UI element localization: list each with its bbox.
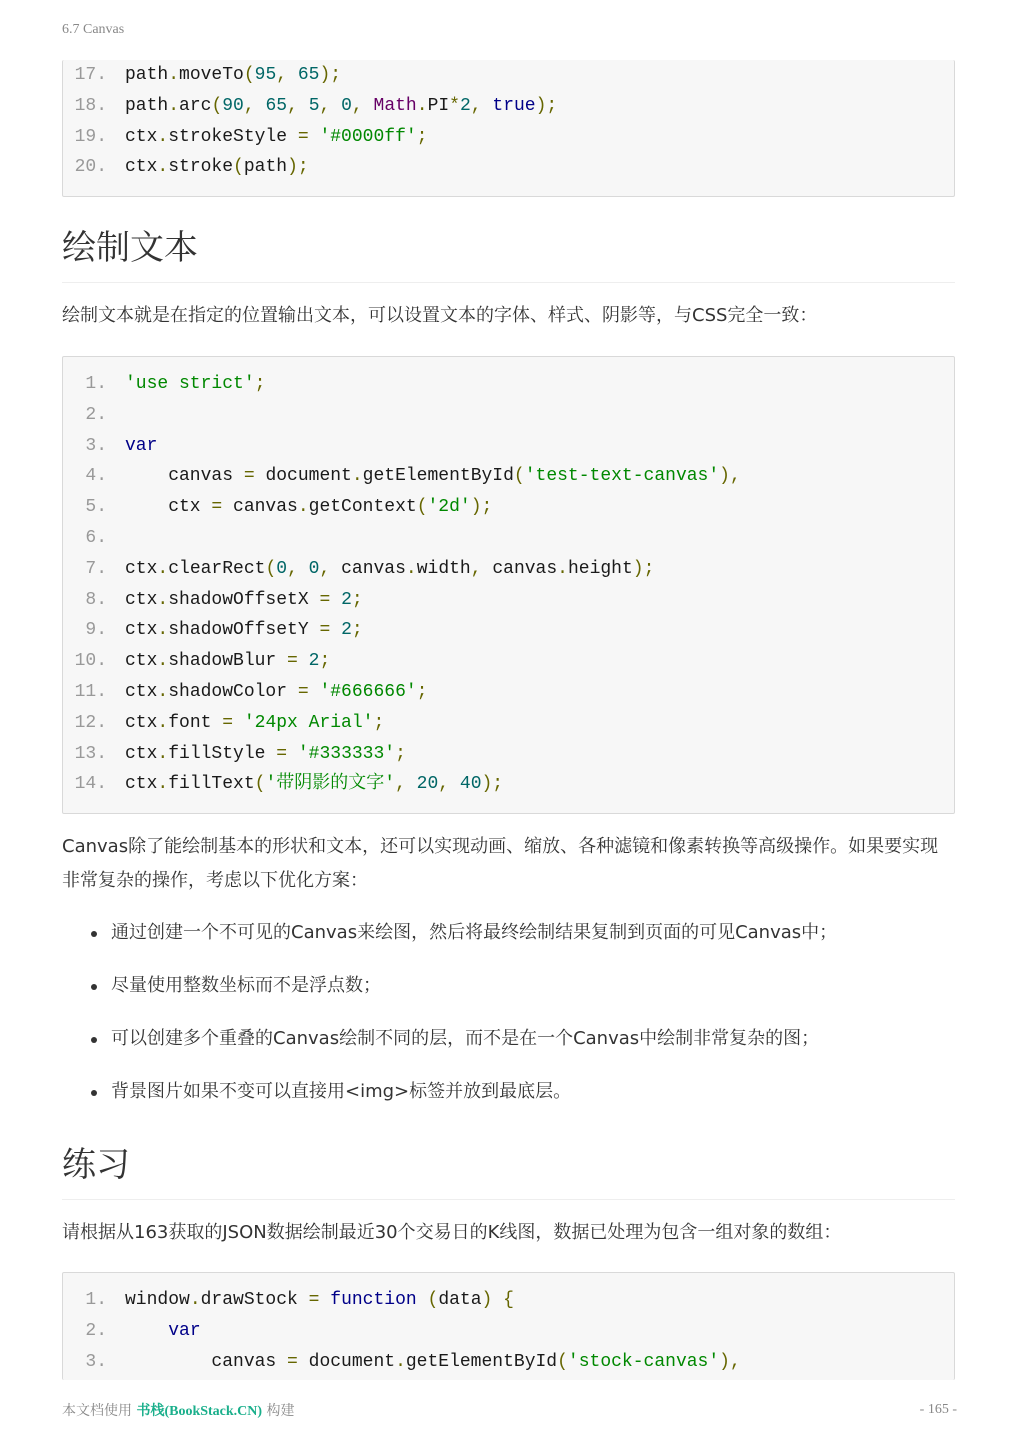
list-item xyxy=(62,916,955,969)
footer-suffix: 构建 xyxy=(262,1403,295,1419)
code-line xyxy=(63,708,954,739)
code-token: document xyxy=(308,1351,396,1372)
code-token: ( xyxy=(211,95,223,116)
code-token: , xyxy=(438,774,460,795)
line-number: 12. xyxy=(74,712,107,733)
code-token: . xyxy=(168,95,180,116)
code-token: = xyxy=(297,126,320,147)
list-item xyxy=(62,969,955,1022)
code-token: . xyxy=(157,558,169,579)
code-token: canvas xyxy=(125,1351,288,1372)
code-token: 'use strict' xyxy=(125,374,255,394)
line-number: 1. xyxy=(85,374,107,394)
code-token: ( xyxy=(243,65,255,85)
code-line xyxy=(63,1285,954,1316)
code-token: ctx xyxy=(125,651,158,672)
code-token: var xyxy=(125,435,158,456)
code-token: document xyxy=(265,466,352,487)
code-token: canvas xyxy=(492,558,558,579)
advanced-paragraph: Canvas除了能绘制基本的形状和文本，还可以实现动画、缩放、各种滤镜和像素转换等高级操作。如果要实现非常复杂的操作，考虑以下优化方案： xyxy=(62,836,939,891)
code-token: 65 xyxy=(265,95,288,116)
code-token: , xyxy=(470,558,493,579)
code-token: ; xyxy=(351,620,363,641)
code-token: strokeStyle xyxy=(168,126,298,147)
line-number: 10. xyxy=(74,651,107,672)
code-token: drawStock xyxy=(200,1290,309,1310)
code-line xyxy=(63,60,954,91)
code-token: ; xyxy=(351,589,363,610)
code-token: . xyxy=(157,712,169,733)
code-token: ), xyxy=(719,466,741,487)
code-token: '#666666' xyxy=(319,681,417,702)
code-token: , xyxy=(319,558,342,579)
code-block-draw-text xyxy=(62,356,955,814)
line-number: 14. xyxy=(74,774,107,795)
code-text xyxy=(125,431,157,462)
code-token: ( xyxy=(557,1351,568,1372)
code-token: window xyxy=(125,1290,190,1310)
code-token: shadowBlur xyxy=(168,651,288,672)
code-token: stroke xyxy=(168,157,234,178)
code-token: . xyxy=(157,743,169,764)
code-line xyxy=(63,1347,954,1378)
code-token: ctx xyxy=(125,126,158,147)
list-item xyxy=(62,1022,955,1075)
list-item-text: 可以创建多个重叠的Canvas绘制不同的层，而不是在一个Canvas中绘制非常复杂的图； xyxy=(111,1028,820,1049)
draw-text-intro: 绘制文本就是在指定的位置输出文本，可以设置文本的字体、样式、阴影等，与CSS完全一致： xyxy=(62,305,818,326)
code-token: = xyxy=(287,651,309,672)
code-token: . xyxy=(157,774,169,795)
code-text xyxy=(125,677,427,708)
code-token: . xyxy=(405,558,417,579)
code-line xyxy=(63,369,954,400)
code-text xyxy=(125,122,427,153)
code-line xyxy=(63,431,954,462)
code-token: ctx xyxy=(125,620,158,641)
optimization-tips-list xyxy=(62,916,955,1128)
list-item-text: 背景图片如果不变可以直接用<img>标签并放到最底层。 xyxy=(111,1081,572,1102)
code-line xyxy=(63,677,954,708)
code-text xyxy=(125,369,265,400)
code-token xyxy=(417,1290,428,1310)
code-token: . xyxy=(157,126,169,147)
code-text xyxy=(125,646,330,677)
code-line xyxy=(63,461,954,492)
running-header: 6.7 Canvas xyxy=(62,22,125,37)
bullet-icon xyxy=(91,984,97,990)
code-token: . xyxy=(395,1351,406,1372)
code-token: . xyxy=(157,651,169,672)
code-line xyxy=(63,739,954,770)
code-token: . xyxy=(157,157,169,178)
code-token: ctx xyxy=(125,774,158,795)
code-token: = xyxy=(319,620,342,641)
code-token: path xyxy=(125,65,169,85)
code-token: getElementById xyxy=(405,1351,558,1372)
code-token: canvas xyxy=(125,466,244,487)
code-token: getElementById xyxy=(362,466,514,487)
code-token: ctx xyxy=(125,743,158,764)
code-token: = xyxy=(287,1351,309,1372)
code-token: ctx xyxy=(125,497,212,518)
code-token: = xyxy=(308,1290,331,1310)
code-token: canvas xyxy=(233,497,298,518)
line-number: 19. xyxy=(74,126,107,147)
footer-built-with xyxy=(62,1400,295,1420)
bullet-icon xyxy=(91,931,97,937)
code-token: clearRect xyxy=(168,558,266,579)
section-divider xyxy=(62,1199,955,1200)
code-token: var xyxy=(168,1320,201,1341)
code-token xyxy=(125,1321,168,1341)
list-item-text: 通过创建一个不可见的Canvas来绘图，然后将最终绘制结果复制到页面的可见Canvas中； xyxy=(111,922,838,943)
line-number: 1. xyxy=(85,1290,107,1310)
code-token: path xyxy=(125,95,169,116)
line-number: 6. xyxy=(85,527,107,548)
code-token: ), xyxy=(719,1351,741,1372)
code-token: ctx xyxy=(125,157,158,178)
code-text xyxy=(125,554,654,585)
code-token: ); xyxy=(287,157,309,178)
code-line xyxy=(63,492,954,523)
code-token: 0 xyxy=(308,558,320,579)
line-number: 3. xyxy=(85,1351,107,1372)
section-title-exercise: 练习 xyxy=(62,1145,130,1185)
code-token: ctx xyxy=(125,681,158,702)
code-token: ctx xyxy=(125,712,158,733)
code-line xyxy=(63,91,954,122)
code-text xyxy=(125,152,309,183)
code-token: . xyxy=(351,466,363,487)
code-token: = xyxy=(276,743,298,764)
code-token: ; xyxy=(416,126,428,147)
code-token: shadowOffsetY xyxy=(168,620,320,641)
code-token: . xyxy=(557,558,568,579)
code-text xyxy=(125,492,492,523)
list-item xyxy=(62,1075,955,1128)
code-line xyxy=(63,1316,954,1347)
code-token: 90 xyxy=(222,95,244,116)
code-token: ( xyxy=(416,497,428,518)
code-token: , xyxy=(287,558,309,579)
code-token: 2 xyxy=(341,620,352,641)
code-token: 0 xyxy=(341,95,352,116)
code-token: ); xyxy=(535,95,558,116)
code-token: = xyxy=(211,497,234,518)
footer-brand-link[interactable]: 书栈(BookStack.CN) xyxy=(136,1404,263,1419)
code-line xyxy=(63,523,954,554)
code-token: ); xyxy=(481,774,504,795)
code-token: 5 xyxy=(308,95,320,116)
code-token: '#333333' xyxy=(297,743,396,764)
code-token: ( xyxy=(513,466,525,487)
code-token: ; xyxy=(416,681,428,702)
code-token: 2 xyxy=(308,651,320,672)
code-token: 65 xyxy=(297,65,320,85)
line-number: 20. xyxy=(74,157,107,178)
code-token: ( xyxy=(254,774,266,795)
code-token: , xyxy=(319,95,342,116)
page-number: - 165 - xyxy=(919,1402,957,1417)
code-token: , xyxy=(276,65,298,85)
bullet-icon xyxy=(91,1090,97,1096)
code-token: shadowColor xyxy=(168,681,298,702)
code-token: moveTo xyxy=(179,65,244,85)
code-token: '24px Arial' xyxy=(243,712,374,733)
code-token: getContext xyxy=(308,497,417,518)
code-token: = xyxy=(319,589,342,610)
code-token: '#0000ff' xyxy=(319,126,417,147)
code-line xyxy=(63,646,954,677)
line-number: 11. xyxy=(74,681,107,702)
code-token: 'test-text-canvas' xyxy=(524,466,720,487)
code-token: ; xyxy=(395,743,406,764)
code-block-canvas-path xyxy=(62,60,955,197)
code-token: 40 xyxy=(459,774,482,795)
code-token: 'stock-canvas' xyxy=(567,1351,720,1372)
code-token: 95 xyxy=(254,65,277,85)
code-token: . xyxy=(297,497,309,518)
code-token: . xyxy=(157,589,169,610)
code-token: fillText xyxy=(168,774,255,795)
code-token: ); xyxy=(632,558,655,579)
code-token: . xyxy=(157,681,169,702)
line-number: 7. xyxy=(85,558,107,579)
line-number: 4. xyxy=(85,466,107,487)
code-token: arc xyxy=(179,95,212,116)
code-token: 2 xyxy=(341,589,352,610)
code-token: PI xyxy=(427,95,450,116)
code-token: font xyxy=(168,712,223,733)
code-token: '2d' xyxy=(427,497,471,518)
code-line xyxy=(63,400,954,431)
code-token: data xyxy=(438,1290,482,1310)
code-token: ; xyxy=(319,651,331,672)
line-number: 17. xyxy=(74,65,107,85)
code-text xyxy=(125,91,557,122)
code-text xyxy=(125,615,363,646)
line-number: 9. xyxy=(85,620,107,641)
code-token: 2 xyxy=(459,95,471,116)
code-token: . xyxy=(168,65,180,85)
code-block-draw-stock xyxy=(62,1272,955,1380)
code-token: , xyxy=(287,95,309,116)
code-text xyxy=(125,585,363,616)
code-token: . xyxy=(416,95,428,116)
code-text xyxy=(125,1285,514,1316)
code-line xyxy=(63,615,954,646)
code-token: 0 xyxy=(276,558,288,579)
section-divider xyxy=(62,282,955,283)
code-token: . xyxy=(189,1290,201,1310)
line-number: 2. xyxy=(85,404,107,425)
code-token: * xyxy=(449,95,460,116)
code-token: true xyxy=(492,95,536,116)
code-text xyxy=(125,1347,741,1378)
code-token: ; xyxy=(373,712,385,733)
code-token: = xyxy=(243,466,266,487)
code-token: , xyxy=(470,95,493,116)
code-token: Math xyxy=(373,95,417,116)
footer-prefix: 本文档使用 xyxy=(62,1403,137,1419)
code-text xyxy=(125,708,384,739)
code-text xyxy=(125,60,341,91)
code-token: path xyxy=(243,157,288,178)
code-token: '带阴影的文字' xyxy=(265,774,396,795)
code-text xyxy=(125,769,503,800)
code-token: , xyxy=(243,95,266,116)
code-text xyxy=(125,739,406,770)
code-token: , xyxy=(351,95,374,116)
list-item-text: 尽量使用整数坐标而不是浮点数； xyxy=(111,975,381,996)
code-token: ); xyxy=(470,497,493,518)
code-token: canvas xyxy=(341,558,406,579)
code-token: shadowOffsetX xyxy=(168,589,320,610)
line-number: 5. xyxy=(85,497,107,518)
code-token: fillStyle xyxy=(168,743,277,764)
code-line xyxy=(63,122,954,153)
code-token: . xyxy=(157,620,169,641)
code-token: ( xyxy=(233,157,244,178)
code-token: width xyxy=(416,558,471,579)
code-token: = xyxy=(297,681,320,702)
code-line xyxy=(63,585,954,616)
line-number: 2. xyxy=(85,1320,107,1341)
line-number: 13. xyxy=(74,743,107,764)
bullet-icon xyxy=(91,1037,97,1043)
code-line xyxy=(63,554,954,585)
code-token: ) { xyxy=(481,1290,514,1310)
code-token: height xyxy=(567,558,633,579)
code-text xyxy=(125,1316,201,1347)
section-title-draw-text: 绘制文本 xyxy=(62,228,198,268)
code-token: 20 xyxy=(416,774,439,795)
code-token: = xyxy=(222,712,244,733)
code-token: ( xyxy=(265,558,277,579)
code-token: , xyxy=(395,774,417,795)
exercise-intro: 请根据从163获取的JSON数据绘制最近30个交易日的K线图，数据已处理为包含一组对象的数组： xyxy=(62,1222,842,1243)
line-number: 8. xyxy=(85,589,107,610)
code-token: ctx xyxy=(125,589,158,610)
code-token: ctx xyxy=(125,558,158,579)
code-text xyxy=(125,461,741,492)
code-token: function xyxy=(330,1290,417,1310)
code-line xyxy=(63,152,954,183)
code-token: ); xyxy=(319,65,342,85)
code-token: ( xyxy=(427,1290,439,1310)
code-token: ; xyxy=(254,374,266,394)
line-number: 3. xyxy=(85,435,107,456)
code-line xyxy=(63,769,954,800)
line-number: 18. xyxy=(74,95,107,116)
